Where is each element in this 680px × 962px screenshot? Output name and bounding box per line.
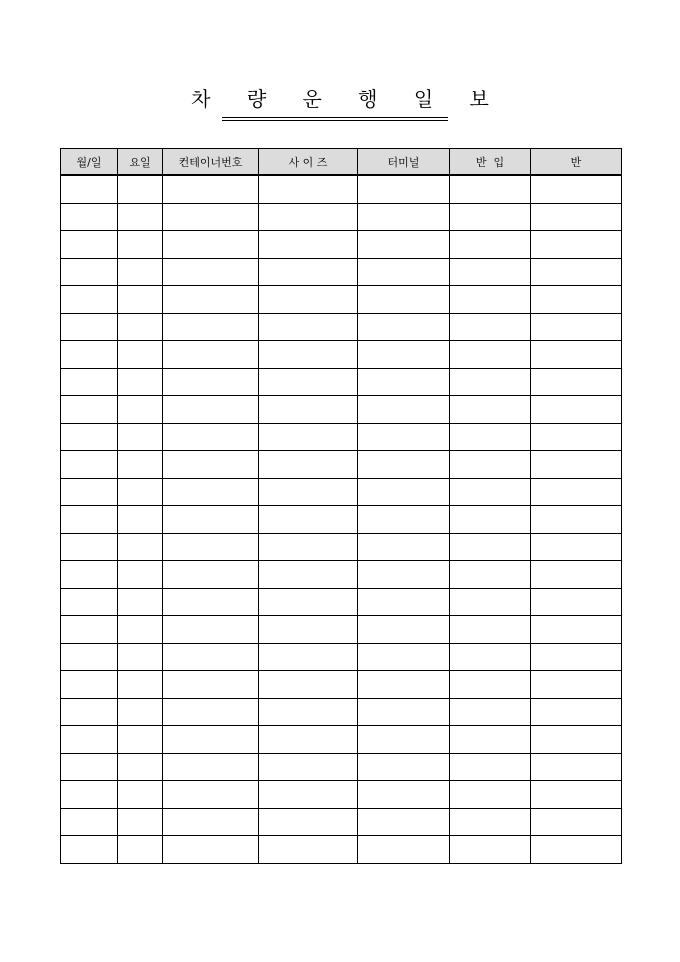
table-cell[interactable] — [531, 231, 622, 259]
table-cell[interactable] — [450, 808, 531, 836]
table-cell[interactable] — [531, 368, 622, 396]
table-cell[interactable] — [358, 313, 450, 341]
header-month-day: 월/일 — [61, 149, 118, 176]
table-cell[interactable] — [358, 175, 450, 203]
table-cell[interactable] — [163, 588, 259, 616]
table-cell[interactable] — [61, 671, 118, 699]
table-cell[interactable] — [358, 753, 450, 781]
table-cell[interactable] — [259, 451, 358, 479]
table-cell[interactable] — [259, 643, 358, 671]
table-cell[interactable] — [450, 698, 531, 726]
table-cell[interactable] — [118, 588, 163, 616]
table-cell[interactable] — [61, 643, 118, 671]
table-row — [61, 808, 622, 836]
table-cell[interactable] — [259, 588, 358, 616]
table-cell[interactable] — [450, 423, 531, 451]
table-cell[interactable] — [61, 753, 118, 781]
table-cell[interactable] — [118, 808, 163, 836]
table-cell[interactable] — [531, 506, 622, 534]
table-header-row — [61, 149, 622, 176]
table-cell[interactable] — [118, 396, 163, 424]
table-cell[interactable] — [118, 203, 163, 231]
table-cell[interactable] — [61, 561, 118, 589]
table-cell[interactable] — [531, 753, 622, 781]
header-weekday: 요일 — [118, 149, 163, 176]
table-cell[interactable] — [163, 478, 259, 506]
table-cell[interactable] — [450, 561, 531, 589]
table-cell[interactable] — [358, 396, 450, 424]
table-cell[interactable] — [531, 643, 622, 671]
table-row — [61, 671, 622, 699]
table-cell[interactable] — [531, 726, 622, 754]
header-size: 사 이 즈 — [259, 149, 358, 176]
table-cell[interactable] — [358, 451, 450, 479]
header-terminal: 터미널 — [358, 149, 450, 176]
table-cell[interactable] — [450, 286, 531, 314]
table-cell[interactable] — [163, 231, 259, 259]
table-cell[interactable] — [450, 643, 531, 671]
table-cell[interactable] — [259, 836, 358, 864]
table-cell[interactable] — [450, 478, 531, 506]
table-row — [61, 341, 622, 369]
table-cell[interactable] — [259, 753, 358, 781]
table-cell[interactable] — [358, 286, 450, 314]
table-row — [61, 258, 622, 286]
table-cell[interactable] — [163, 506, 259, 534]
table-row — [61, 726, 622, 754]
table-cell[interactable] — [531, 671, 622, 699]
table-row — [61, 781, 622, 809]
table-row — [61, 423, 622, 451]
table-cell[interactable] — [358, 588, 450, 616]
table-cell[interactable] — [450, 836, 531, 864]
document-title: 차 량 운 행 일 보 — [191, 87, 504, 111]
table-cell[interactable] — [61, 341, 118, 369]
table-cell[interactable] — [118, 616, 163, 644]
table-cell[interactable] — [531, 341, 622, 369]
table-cell[interactable] — [163, 368, 259, 396]
table-row — [61, 478, 622, 506]
table-row — [61, 533, 622, 561]
table-row — [61, 616, 622, 644]
table-cell[interactable] — [259, 231, 358, 259]
table-cell[interactable] — [61, 313, 118, 341]
table-cell[interactable] — [61, 368, 118, 396]
table-cell[interactable] — [358, 423, 450, 451]
table-cell[interactable] — [358, 258, 450, 286]
table-cell[interactable] — [118, 368, 163, 396]
table-cell[interactable] — [61, 423, 118, 451]
table-cell[interactable] — [118, 836, 163, 864]
table-cell[interactable] — [118, 643, 163, 671]
table-row — [61, 231, 622, 259]
table-cell[interactable] — [259, 561, 358, 589]
table-cell[interactable] — [118, 753, 163, 781]
table-cell[interactable] — [118, 726, 163, 754]
table-cell[interactable] — [259, 808, 358, 836]
table-cell[interactable] — [358, 341, 450, 369]
table-cell[interactable] — [118, 341, 163, 369]
table-cell[interactable] — [118, 781, 163, 809]
table-cell[interactable] — [61, 726, 118, 754]
table-cell[interactable] — [450, 313, 531, 341]
table-cell[interactable] — [61, 533, 118, 561]
table-cell[interactable] — [259, 478, 358, 506]
table-cell[interactable] — [163, 286, 259, 314]
table-cell[interactable] — [118, 698, 163, 726]
table-cell[interactable] — [118, 231, 163, 259]
table-cell[interactable] — [358, 506, 450, 534]
table-body — [61, 175, 622, 863]
table-row — [61, 561, 622, 589]
table-row — [61, 286, 622, 314]
table-cell[interactable] — [531, 451, 622, 479]
table-cell[interactable] — [358, 231, 450, 259]
table-cell[interactable] — [450, 258, 531, 286]
table-cell[interactable] — [118, 313, 163, 341]
table-cell[interactable] — [118, 451, 163, 479]
table-cell[interactable] — [61, 616, 118, 644]
table-cell[interactable] — [61, 588, 118, 616]
table-cell[interactable] — [118, 286, 163, 314]
table-cell[interactable] — [450, 753, 531, 781]
table-cell[interactable] — [163, 698, 259, 726]
table-cell[interactable] — [163, 451, 259, 479]
table-cell[interactable] — [358, 616, 450, 644]
table-cell[interactable] — [259, 341, 358, 369]
table-cell[interactable] — [118, 478, 163, 506]
table-cell[interactable] — [163, 616, 259, 644]
table-cell[interactable] — [358, 808, 450, 836]
table-cell[interactable] — [531, 698, 622, 726]
table-cell[interactable] — [450, 726, 531, 754]
table-cell[interactable] — [531, 203, 622, 231]
table-cell[interactable] — [259, 313, 358, 341]
table-row — [61, 368, 622, 396]
table-cell[interactable] — [259, 698, 358, 726]
table-row — [61, 506, 622, 534]
table-row — [61, 836, 622, 864]
table-cell[interactable] — [259, 175, 358, 203]
table-cell[interactable] — [163, 561, 259, 589]
table-cell[interactable] — [531, 396, 622, 424]
table-cell[interactable] — [531, 808, 622, 836]
table-cell[interactable] — [163, 836, 259, 864]
header-container-number: 컨테이너번호 — [163, 149, 259, 176]
table-cell[interactable] — [450, 533, 531, 561]
table-cell[interactable] — [118, 506, 163, 534]
table-cell[interactable] — [450, 175, 531, 203]
table-cell[interactable] — [118, 175, 163, 203]
table-cell[interactable] — [358, 643, 450, 671]
table-cell[interactable] — [531, 478, 622, 506]
table-cell[interactable] — [118, 423, 163, 451]
table-cell[interactable] — [163, 423, 259, 451]
table-cell[interactable] — [358, 533, 450, 561]
table-row — [61, 313, 622, 341]
table-cell[interactable] — [531, 286, 622, 314]
table-cell[interactable] — [531, 836, 622, 864]
table-cell[interactable] — [163, 341, 259, 369]
table-cell[interactable] — [163, 781, 259, 809]
table-cell[interactable] — [450, 368, 531, 396]
table-cell[interactable] — [358, 836, 450, 864]
table-cell[interactable] — [163, 203, 259, 231]
table-cell[interactable] — [61, 231, 118, 259]
table-cell[interactable] — [450, 671, 531, 699]
table-cell[interactable] — [358, 368, 450, 396]
table-cell[interactable] — [531, 616, 622, 644]
table-cell[interactable] — [358, 671, 450, 699]
table-cell[interactable] — [358, 726, 450, 754]
table-cell[interactable] — [259, 616, 358, 644]
title-underline-top — [222, 117, 448, 118]
table-cell[interactable] — [163, 175, 259, 203]
table-cell[interactable] — [358, 478, 450, 506]
table-cell[interactable] — [450, 231, 531, 259]
table-cell[interactable] — [118, 671, 163, 699]
table-cell[interactable] — [61, 258, 118, 286]
table-cell[interactable] — [259, 368, 358, 396]
table-cell[interactable] — [259, 286, 358, 314]
table-cell[interactable] — [61, 478, 118, 506]
table-cell[interactable] — [61, 451, 118, 479]
table-cell[interactable] — [61, 506, 118, 534]
table-cell[interactable] — [61, 808, 118, 836]
table-cell[interactable] — [531, 258, 622, 286]
table-cell[interactable] — [163, 533, 259, 561]
table-cell[interactable] — [259, 533, 358, 561]
table-cell[interactable] — [259, 671, 358, 699]
table-row — [61, 698, 622, 726]
table-cell[interactable] — [61, 175, 118, 203]
table-cell[interactable] — [531, 561, 622, 589]
header-carry-in: 반 입 — [450, 149, 531, 176]
table-cell[interactable] — [118, 533, 163, 561]
table-cell[interactable] — [450, 396, 531, 424]
title-underline-bottom — [222, 120, 448, 121]
table-cell[interactable] — [358, 203, 450, 231]
table-cell[interactable] — [531, 313, 622, 341]
table-cell[interactable] — [358, 561, 450, 589]
table-cell[interactable] — [118, 258, 163, 286]
table-cell[interactable] — [118, 561, 163, 589]
table-cell[interactable] — [163, 808, 259, 836]
table-cell[interactable] — [61, 781, 118, 809]
table-cell[interactable] — [531, 533, 622, 561]
table-cell[interactable] — [531, 423, 622, 451]
table-row — [61, 396, 622, 424]
table-cell[interactable] — [163, 753, 259, 781]
table-cell[interactable] — [163, 671, 259, 699]
table-row — [61, 753, 622, 781]
table-cell[interactable] — [531, 175, 622, 203]
table-cell[interactable] — [163, 313, 259, 341]
table-cell[interactable] — [358, 698, 450, 726]
table-row — [61, 175, 622, 203]
table-cell[interactable] — [61, 698, 118, 726]
table-cell[interactable] — [259, 203, 358, 231]
table-cell[interactable] — [450, 506, 531, 534]
table-row — [61, 588, 622, 616]
table-cell[interactable] — [163, 396, 259, 424]
vehicle-log-table — [60, 148, 622, 864]
table-cell[interactable] — [450, 781, 531, 809]
table-cell[interactable] — [358, 781, 450, 809]
table-cell[interactable] — [163, 643, 259, 671]
table-cell[interactable] — [450, 203, 531, 231]
table-cell[interactable] — [61, 396, 118, 424]
header-carry-out: 반 — [531, 149, 622, 176]
table-cell[interactable] — [61, 203, 118, 231]
table-row — [61, 451, 622, 479]
table-cell[interactable] — [259, 726, 358, 754]
table-cell[interactable] — [450, 616, 531, 644]
table-cell[interactable] — [259, 423, 358, 451]
table-cell[interactable] — [259, 258, 358, 286]
table-cell[interactable] — [450, 451, 531, 479]
table-cell[interactable] — [61, 836, 118, 864]
table-row — [61, 203, 622, 231]
table-cell[interactable] — [259, 781, 358, 809]
table-cell[interactable] — [450, 588, 531, 616]
table-cell[interactable] — [450, 341, 531, 369]
table-cell[interactable] — [259, 396, 358, 424]
table-cell[interactable] — [163, 726, 259, 754]
table-cell[interactable] — [531, 588, 622, 616]
table-cell[interactable] — [259, 506, 358, 534]
table-row — [61, 643, 622, 671]
table-cell[interactable] — [163, 258, 259, 286]
table-cell[interactable] — [61, 286, 118, 314]
table-cell[interactable] — [531, 781, 622, 809]
